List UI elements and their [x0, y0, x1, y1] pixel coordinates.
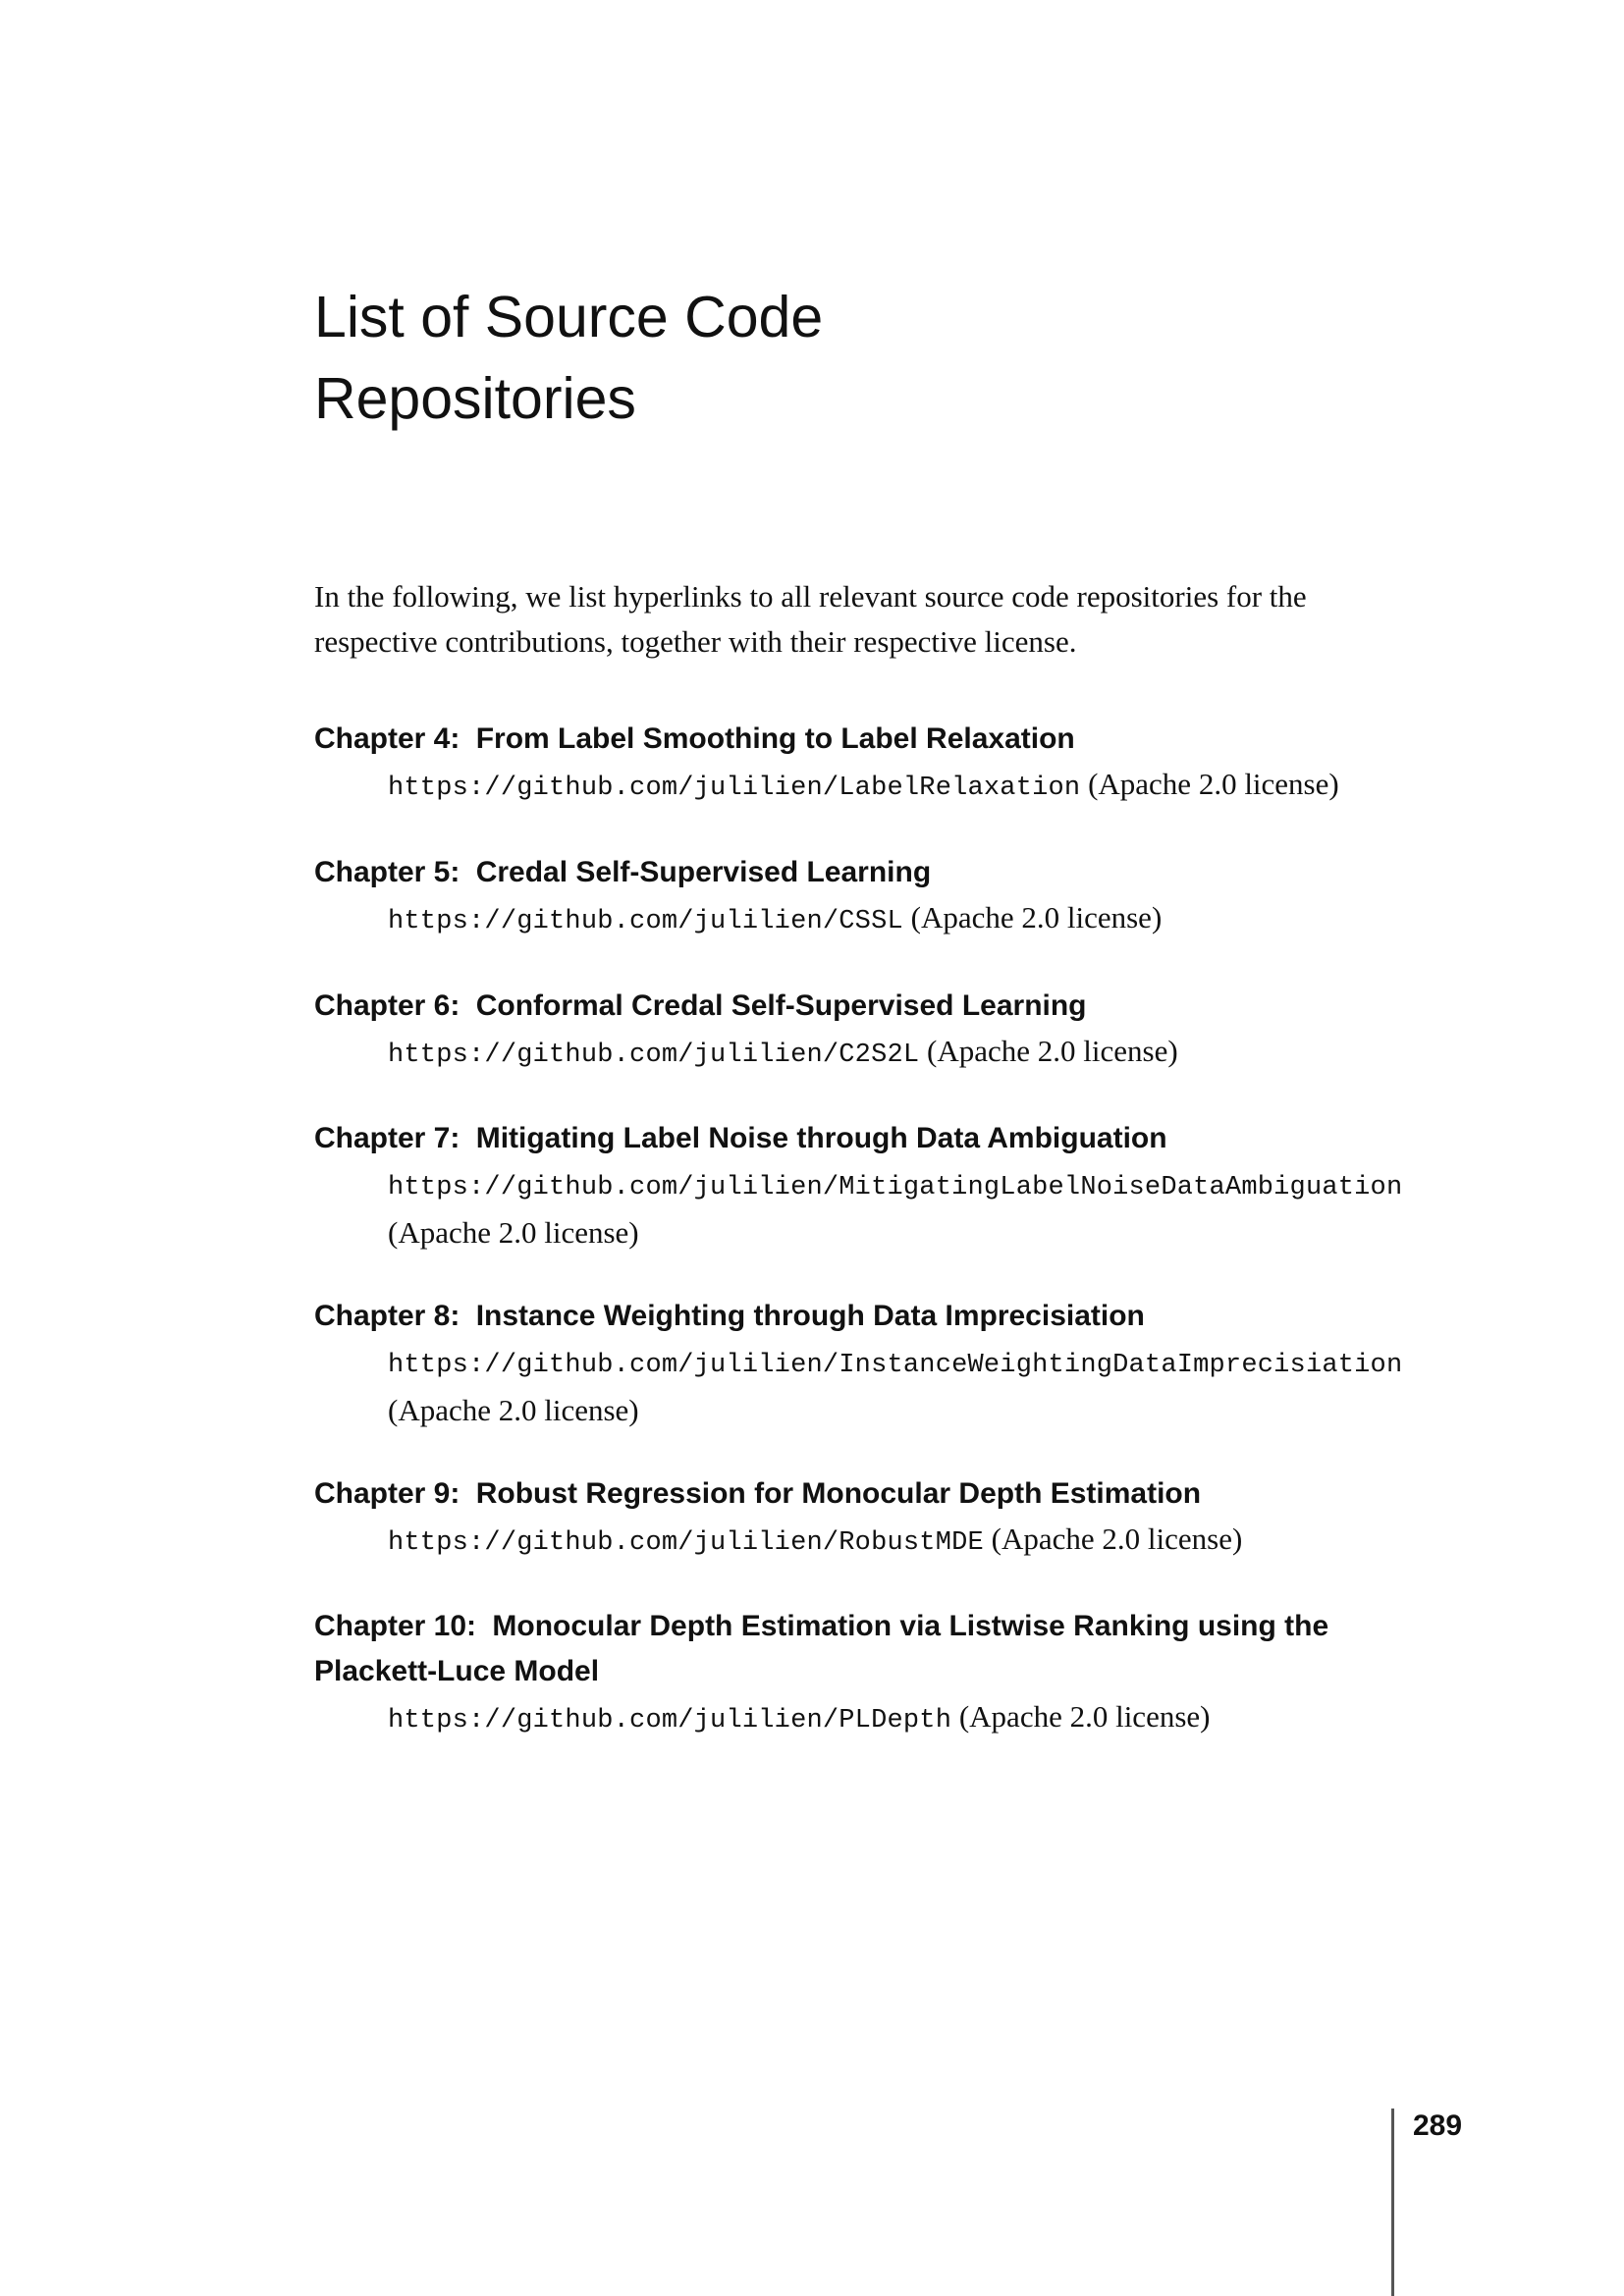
license-text: (Apache 2.0 license) [1088, 767, 1339, 801]
entry-heading [314, 984, 1434, 1029]
repository-entry-chapter-7 [314, 1116, 1434, 1255]
repository-link[interactable]: https://github.com/julilien/InstanceWeightingDataImprecisiation [388, 1351, 1403, 1380]
page-title [314, 277, 1198, 440]
license-text: (Apache 2.0 license) [910, 900, 1163, 934]
chapter-title: Conformal Credal Self-Supervised Learning [475, 989, 1087, 1022]
repository-link[interactable]: https://github.com/julilien/MitigatingLabelNoiseDataAmbiguation [388, 1173, 1403, 1202]
chapter-title: Robust Regression for Monocular Depth Estimation [475, 1477, 1202, 1510]
chapter-label: Chapter 8: [314, 1300, 460, 1332]
chapter-label: Chapter 5: [314, 856, 460, 888]
entry-heading [314, 850, 1434, 895]
license-text: (Apache 2.0 license) [927, 1034, 1178, 1068]
license-text: (Apache 2.0 license) [388, 1393, 639, 1427]
page-edge-rule [1391, 2109, 1394, 2296]
chapter-title: Credal Self-Supervised Learning [475, 856, 932, 888]
license-text: (Apache 2.0 license) [958, 1699, 1211, 1734]
entry-heading [314, 1604, 1434, 1694]
entry-body [388, 1694, 1434, 1743]
entry-heading [314, 1471, 1434, 1517]
entry-body [388, 1339, 1434, 1433]
repository-link[interactable]: https://github.com/julilien/CSSL [388, 907, 903, 936]
entry-heading [314, 1116, 1434, 1161]
entry-body [388, 1161, 1434, 1255]
license-text: (Apache 2.0 license) [388, 1215, 639, 1250]
entry-body [388, 762, 1434, 811]
page-title-line-1: List of Source Code [314, 285, 824, 349]
chapter-label: Chapter 10: [314, 1610, 477, 1642]
chapter-label: Chapter 9: [314, 1477, 460, 1510]
entry-body [388, 1517, 1434, 1566]
entry-body [388, 1029, 1434, 1078]
license-text: (Apache 2.0 license) [991, 1522, 1243, 1556]
chapter-title: Monocular Depth Estimation via Listwise Ranking using the Plackett-Luce Model [314, 1610, 1329, 1687]
chapter-label: Chapter 4: [314, 722, 460, 755]
entry-heading [314, 1294, 1434, 1339]
repository-link[interactable]: https://github.com/julilien/LabelRelaxation [388, 774, 1081, 803]
repository-link[interactable]: https://github.com/julilien/RobustMDE [388, 1528, 984, 1558]
chapter-title: Mitigating Label Noise through Data Ambiguation [475, 1122, 1167, 1154]
page-title-line-2: Repositories [314, 366, 636, 431]
repository-entry-chapter-8 [314, 1294, 1434, 1433]
chapter-label: Chapter 7: [314, 1122, 460, 1154]
repository-link[interactable]: https://github.com/julilien/PLDepth [388, 1706, 952, 1735]
chapter-label: Chapter 6: [314, 989, 460, 1022]
repository-entry-chapter-9 [314, 1471, 1434, 1566]
repository-entry-chapter-5 [314, 850, 1434, 944]
page-number: 289 [1413, 2109, 1463, 2142]
repository-entry-chapter-4 [314, 717, 1434, 811]
entry-heading [314, 717, 1434, 762]
intro-paragraph: In the following, we list hyperlinks to all relevant source code repositories for the respective contributions, together with their respective license. [314, 579, 1307, 659]
entry-body [388, 895, 1434, 944]
chapter-title: From Label Smoothing to Label Relaxation [475, 722, 1075, 755]
chapter-title: Instance Weighting through Data Imprecisiation [475, 1300, 1145, 1332]
repository-entry-chapter-10 [314, 1604, 1434, 1743]
repository-entry-chapter-6 [314, 984, 1434, 1078]
repository-link[interactable]: https://github.com/julilien/C2S2L [388, 1041, 920, 1070]
